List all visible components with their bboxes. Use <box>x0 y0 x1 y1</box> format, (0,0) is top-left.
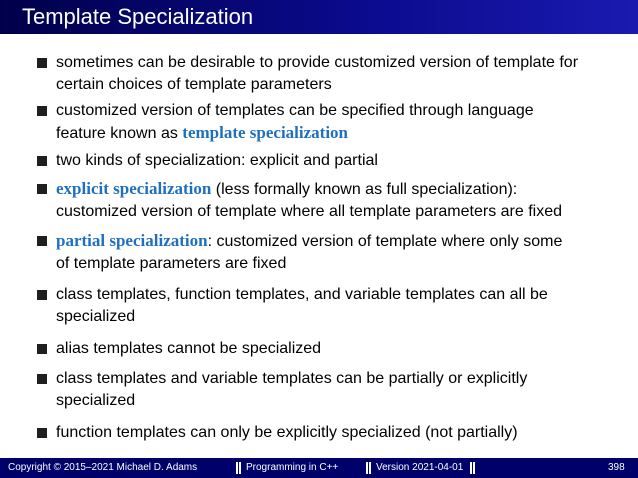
slide-footer <box>0 458 638 478</box>
bullet-square-icon <box>37 184 47 194</box>
bullet-line: customized version of template where all template parameters are fixed <box>56 203 563 220</box>
bullet-line: alias templates cannot be specialized <box>56 340 322 357</box>
bullet-square-icon <box>37 236 47 246</box>
bullet-text <box>56 150 626 172</box>
slide-title: Template Specialization <box>22 4 254 29</box>
bullet-line: class templates and variable templates can be partially or explicitly <box>56 370 528 387</box>
bullet-text <box>56 368 626 412</box>
footer-page-number: 398 <box>608 462 625 473</box>
bullet-line: of template parameters are fixed <box>56 255 287 272</box>
bullet-line <box>56 178 626 201</box>
bullet-line: specialized <box>56 308 136 325</box>
bullet-text <box>56 422 626 444</box>
term-partial-specialization: partial specialization <box>56 231 208 250</box>
bullet-square-icon <box>37 428 47 438</box>
bullet-line: function templates can only be explicitly specialized (not partially) <box>56 424 518 441</box>
footer-course: Programming in C++ <box>246 462 339 473</box>
bullet-line: class templates, function templates, and variable templates can all be <box>56 286 548 303</box>
bullet-line: sometimes can be desirable to provide customized version of template for <box>56 54 579 71</box>
slide-content <box>0 40 638 458</box>
bullet-text <box>56 230 626 275</box>
footer-separator <box>366 462 371 474</box>
bullet-text <box>56 178 626 223</box>
bullet-square-icon <box>37 58 47 68</box>
bullet-line-prefix: feature known as <box>56 125 183 142</box>
bullet-square-icon <box>37 344 47 354</box>
footer-copyright: Copyright © 2015–2021 Michael D. Adams <box>8 462 198 473</box>
slide-title-bar <box>0 0 638 34</box>
bullet-line <box>56 122 626 145</box>
footer-version: Version 2021-04-01 <box>376 462 464 473</box>
bullet-line: two kinds of specialization: explicit and partial <box>56 152 378 169</box>
footer-separator <box>236 462 241 474</box>
bullet-text <box>56 100 626 145</box>
term-explicit-specialization: explicit specialization <box>56 179 212 198</box>
bullet-line: specialized <box>56 392 136 409</box>
bullet-line-suffix: : customized version of template where only some <box>207 233 563 250</box>
bullet-text <box>56 52 626 96</box>
bullet-square-icon <box>37 106 47 116</box>
bullet-square-icon <box>37 156 47 166</box>
bullet-line-suffix: (less formally known as full specialization): <box>211 181 518 198</box>
bullet-line: certain choices of template parameters <box>56 76 332 93</box>
term-template-specialization: template specialization <box>182 123 349 142</box>
footer-separator <box>470 462 475 474</box>
bullet-text <box>56 284 626 328</box>
bullet-square-icon <box>37 290 47 300</box>
bullet-line <box>56 230 626 253</box>
bullet-text <box>56 338 626 360</box>
bullet-square-icon <box>37 374 47 384</box>
bullet-line: customized version of templates can be specified through language <box>56 102 534 119</box>
